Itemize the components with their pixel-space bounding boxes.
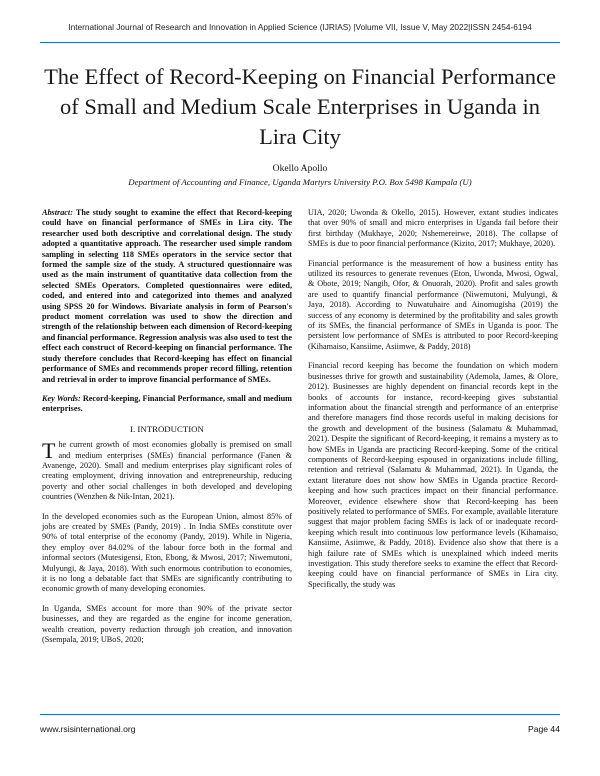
drop-cap: T	[42, 438, 56, 464]
right-paragraph-3: Financial record keeping has become the foundation on which modern businesses thrive for growth and sustainability (Ademola, James, & Olore, 2012). Businesses are highly dependent on financial records kept in the books of accounts for instance, record-keeping gives substantial information about the financial strength and performance of an enterprise and therefore managers find those records useful in making decisions for the growth and development of the business (Salamatu & Muhammad, 2021). Despite the significant of Record-keeping, it remains a mystery as to how SMEs in Uganda are practicing Record-keeping. Some of the critical components of Record-keeping espoused in organizations include filling, retention and retrieval (Salamatu & Muhammad, 2021). In Uganda, the extant literature does not show how SMEs in Uganda practice Record-keeping and how such practices impact on their financial performance. Moreover, evidence elsewhere show that Record-keeping has been positively related to performance of SMEs. For example, available literature suggest that major problem facing SMEs is lack of or inadequate record-keeping which result into continuous low performance levels (Kihamaiso, Kansiime, Asiimwe, & Paddy, 2018). Evidence also show that there is a high failure rate of SMEs which is unexplained which indeed merits investigation. This study therefore seeks to examine the effect that Record-keeping could have on financial performance of SMEs in Lira city. Specifically, the study was	[308, 361, 558, 589]
right-paragraph-1: UIA, 2020; Uwonda & Okello, 2015). However, extant studies indicates that over 90% of small and micro enterprises in Uganda fail before their first birthday (Mukhaye, 2020; Nshemereirwe, 2018). The collapse of SMEs is due to poor financial performance (Kizito, 2017; Mukhaye, 2020).	[308, 208, 558, 249]
paper-title: The Effect of Record-Keeping on Financial Performance of Small and Medium Scale Enterprises in Uganda in Lira City	[44, 64, 556, 149]
intro-paragraph-1-text: he current growth of most economies globally is premised on small and medium enterprises (SMEs) financial performance (Fanen & Avanenge, 2020). Small and medium enterprises play significant roles of creating employment, driving innovation and entrepreneurship, reducing poverty and other social challenges in both developed and developing countries (Wenzhen & Nik-Intan, 2021).	[42, 440, 292, 502]
footer-divider	[40, 714, 560, 715]
right-paragraph-2: Financial performance is the measurement of how a business entity has utilized its resources to generate revenues (Eton, Uwonda, Mwosi, Ogwal, & Obote, 2019; Nangih, Ofor, & Onuorah, 2020). Profit and sales growth are used to quantify financial performance (Niwemutoni, Mulyungi, & Jaya, 2018). According to Nuwatuhaire and Ainomugisha (2019) the success of any economy is determined by the profitability and sales growth of its SMEs, the financial performance of SMEs in Uganda is poor. The persistent low performance of SMEs is attributed to poor Record-keeping (Kihamaiso, Kansiime, Asiimwe, & Paddy, 2018)	[308, 258, 558, 351]
keywords-text: Record-keeping, Financial Performance, small and medium enterprises.	[42, 393, 292, 414]
abstract-text: The study sought to examine the effect that Record-keeping could have on financial performance of SMEs in Lira city. The researcher used both descriptive and correlational design. The study adopted a quantitative approach. The researcher used simple random sampling in selecting 118 SMEs operators in the service sector that formed the sample size of the study. A structured questionnaire was used as the main instrument of quantitative data collection from the selected SMEs Operators. Completed questionnaires were edited, coded, and entered into and categorized into themes and analyzed using SPSS 20 for Windows. Bivariate analysis in form of Pearson's product moment correlation was used to show the direction and strength of the relationship between each dimension of Record-keeping and financial performance. Regression analysis was also used to test the effect each construct of Record-keeping on financial performance. The study therefore concludes that Record-keeping has effect on financial performance of SMEs and recommends proper record filling, retention and retrieval in order to improve financial performance of SMEs.	[42, 208, 292, 384]
footer-website: www.rsisinternational.org	[40, 724, 136, 734]
right-column	[308, 208, 558, 599]
intro-paragraph-3: In Uganda, SMEs account for more than 90% of the private sector businesses, and they are regarded as the engine for income generation, wealth creation, poverty reduction through job creation, and innovation (Ssempala, 2019; UBoS, 2020;	[42, 603, 292, 645]
section-heading-introduction: I. INTRODUCTION	[130, 423, 204, 434]
left-column	[42, 208, 292, 654]
journal-header: International Journal of Research and Innovation in Applied Science (IJRIAS) |Volume VII, Issue V, May 2022|ISSN 2454-6194	[68, 22, 532, 32]
keywords	[42, 394, 292, 415]
abstract	[42, 208, 292, 385]
author-affiliation: Department of Accounting and Finance, Uganda Martyrs University P.O. Box 5498 Kampala (U)	[128, 177, 472, 187]
page-number: Page 44	[527, 724, 560, 734]
abstract-label: Abstract:	[42, 208, 73, 217]
intro-paragraph-1	[42, 440, 292, 502]
intro-paragraph-2: In the developed economies such as the European Union, almost 85% of jobs are created by SMEs (Pandy, 2019) . In India SMEs constitute over 90% of total enterprise of the economy (Pandy, 2019). While in Nigeria, they employ over 84.02% of the labour force both in the formal and informal sectors (Mutesigensi, Eton, Ebong, & Mwosi, 2017; Niwemutoni, Mulyungi, & Jaya, 2018). With such enormous contribution to economies, it is no long a debatable fact that SMEs are significantly contributing to economic growth of many developing economies.	[42, 511, 292, 594]
header-divider	[40, 42, 560, 43]
keywords-label: Key Words:	[42, 393, 81, 403]
author-name: Okello Apollo	[272, 163, 328, 174]
